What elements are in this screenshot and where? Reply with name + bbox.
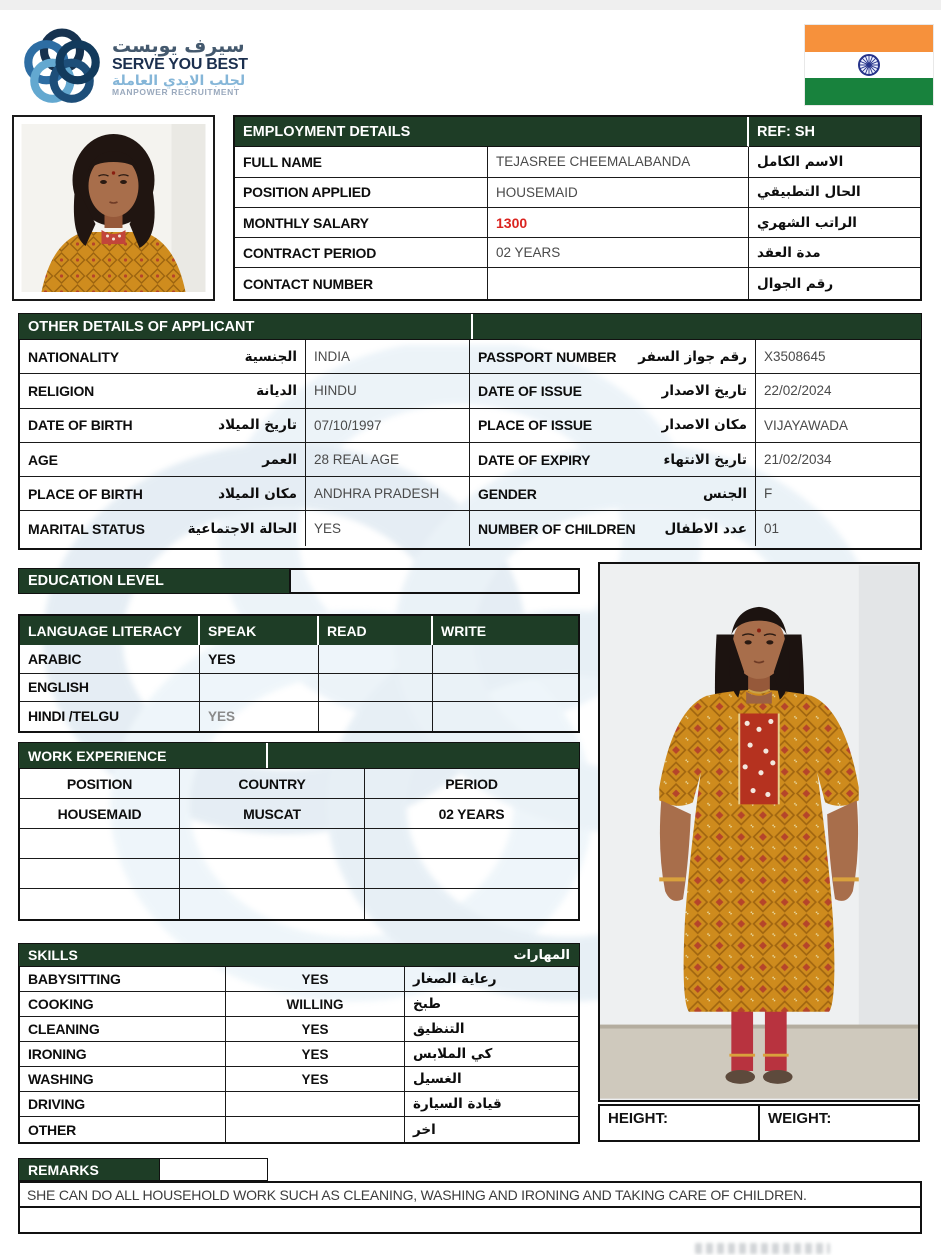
english-speak-value [200, 674, 319, 703]
work-period [365, 889, 578, 919]
skills-title: SKILLS [28, 947, 78, 963]
babysitting-value: YES [226, 967, 405, 992]
skill-label: BABYSITTING [20, 967, 226, 992]
work-position [20, 859, 180, 889]
detail-label-ar: عدد الاطفال [664, 520, 747, 537]
language-name: ARABIC [20, 645, 200, 674]
employment-row-label: CONTACT NUMBER [235, 268, 488, 298]
logo-title-arabic: سيرف يوبست [112, 34, 245, 57]
india-flag [805, 25, 933, 105]
work-experience-title: WORK EXPERIENCE [28, 747, 167, 764]
employment-row-label: POSITION APPLIED [235, 178, 488, 208]
detail-label-ar: الجنس [702, 485, 747, 502]
detail-label: NUMBER OF CHILDREN [478, 520, 636, 537]
top-gray-strip [0, 0, 941, 10]
religion-value: HINDU [306, 374, 470, 408]
detail-label-ar: مكان الميلاد [218, 485, 297, 502]
skill-label: OTHER [20, 1117, 226, 1142]
skill-label-ar: طبخ [405, 992, 578, 1017]
position-col-header: POSITION [20, 769, 180, 799]
employment-row-label: FULL NAME [235, 147, 488, 177]
other-details-header [18, 313, 922, 340]
education-level-header: EDUCATION LEVEL [18, 568, 290, 594]
applicant-portrait-photo [12, 115, 215, 301]
detail-label: PASSPORT NUMBER [478, 348, 617, 365]
flag-green-band [805, 78, 933, 105]
cooking-value: WILLING [226, 992, 405, 1017]
remarks-empty-row [18, 1208, 922, 1234]
detail-label: DATE OF EXPIRY [478, 451, 591, 468]
full-name-value: TEJASREE CHEEMALABANDA [488, 147, 749, 177]
employment-row-label: CONTRACT PERIOD [235, 238, 488, 268]
hindi-write-value [433, 702, 578, 731]
remarks-header: REMARKS [18, 1158, 160, 1181]
work-position [20, 889, 180, 919]
employment-row-label-ar: رقم الجوال [757, 275, 834, 292]
agency-logo [20, 26, 260, 108]
employment-details-table [233, 115, 922, 301]
arabic-speak-value: YES [200, 645, 319, 674]
flag-saffron-band [805, 25, 933, 52]
work-period [365, 859, 578, 889]
detail-label: AGE [28, 451, 58, 468]
contact-number-value [488, 268, 749, 298]
write-col-header: WRITE [433, 616, 578, 645]
english-read-value [319, 674, 433, 703]
employment-row-label-ar: الاسم الكامل [749, 147, 920, 177]
detail-label-ar: الحالة الاجتماعية [187, 520, 297, 537]
ironing-value: YES [226, 1042, 405, 1067]
other-details-title: OTHER DETAILS OF APPLICANT [28, 318, 255, 335]
cleaning-value: YES [226, 1017, 405, 1042]
detail-label: NATIONALITY [28, 348, 119, 365]
work-period: 02 YEARS [365, 799, 578, 829]
speak-col-header: SPEAK [200, 616, 319, 645]
detail-label: PLACE OF ISSUE [478, 417, 592, 434]
hindi-speak-value: YES [200, 702, 319, 731]
arabic-write-value [433, 645, 578, 674]
detail-label-ar: الجنسية [244, 348, 297, 365]
detail-label-ar: رقم جواز السفر [638, 348, 747, 365]
ref-badge: REF: SH [749, 117, 920, 147]
washing-value: YES [226, 1067, 405, 1092]
header-divider [266, 743, 268, 768]
driving-value [226, 1092, 405, 1117]
skill-label: CLEANING [20, 1017, 226, 1042]
arabic-read-value [319, 645, 433, 674]
education-level-value-box [290, 568, 580, 594]
monthly-salary-value: 1300 [488, 208, 749, 238]
detail-label-ar: تاريخ الاصدار [661, 382, 747, 399]
skills-title-arabic: المهارات [513, 947, 570, 963]
skills-header [18, 943, 580, 967]
skill-label: DRIVING [20, 1092, 226, 1117]
detail-label-ar: العمر [262, 451, 297, 468]
hindi-read-value [319, 702, 433, 731]
remarks-text: SHE CAN DO ALL HOUSEHOLD WORK SUCH AS CLEANING, WASHING AND IRONING AND TAKING CARE OF CHILDREN. [18, 1181, 922, 1208]
skill-label-ar: رعاية الصغار [405, 967, 578, 992]
place-of-issue-value: VIJAYAWADA [756, 409, 920, 443]
header-divider [471, 314, 473, 339]
logo-title-english: SERVE YOU BEST [112, 55, 248, 73]
work-experience-header [18, 742, 580, 769]
nationality-value: INDIA [306, 340, 470, 374]
date-of-expiry-value: 21/02/2034 [756, 443, 920, 477]
english-write-value [433, 674, 578, 703]
employment-row-label-ar: الحال التطبيقي [749, 178, 920, 208]
logo-subtitle-arabic: لجلب الايدي العاملة [112, 72, 246, 89]
employment-row-label-ar: مدة العقد [749, 238, 920, 268]
employment-details-header: EMPLOYMENT DETAILS [235, 117, 749, 147]
read-col-header: READ [319, 616, 433, 645]
detail-label: PLACE OF BIRTH [28, 485, 143, 502]
skill-label-ar: كي الملابس [405, 1042, 578, 1067]
language-col-header: LANGUAGE LITERACY [20, 616, 200, 645]
detail-label-ar: تاريخ الانتهاء [663, 451, 747, 468]
work-position [20, 829, 180, 859]
skill-label-ar: الغسيل [405, 1067, 578, 1092]
date-of-issue-value: 22/02/2024 [756, 374, 920, 408]
detail-label-ar: تاريخ الميلاد [218, 417, 297, 434]
work-period [365, 829, 578, 859]
footer-faint-text [695, 1243, 830, 1254]
detail-label: GENDER [478, 485, 537, 502]
age-value: 28 REAL AGE [306, 443, 470, 477]
weight-label: WEIGHT: [768, 1110, 832, 1127]
skill-label-ar: التنظيق [405, 1017, 578, 1042]
detail-label: DATE OF BIRTH [28, 417, 133, 434]
skill-label: IRONING [20, 1042, 226, 1067]
passport-number-value: X3508645 [756, 340, 920, 374]
work-country [180, 889, 365, 919]
detail-label: MARITAL STATUS [28, 520, 145, 537]
language-name: HINDI /TELGU [20, 702, 200, 731]
height-label: HEIGHT: [608, 1110, 668, 1127]
work-country: MUSCAT [180, 799, 365, 829]
date-of-birth-value: 07/10/1997 [306, 409, 470, 443]
other-skill-value [226, 1117, 405, 1142]
country-col-header: COUNTRY [180, 769, 365, 799]
work-position: HOUSEMAID [20, 799, 180, 829]
skill-label: COOKING [20, 992, 226, 1017]
contract-period-value: 02 YEARS [488, 238, 749, 268]
flag-white-band [805, 52, 933, 79]
number-of-children-value: 01 [764, 521, 780, 537]
work-country [180, 859, 365, 889]
skill-label-ar: اخر [413, 1121, 436, 1138]
ashoka-chakra-icon [857, 53, 881, 77]
applicant-fullbody-photo [598, 562, 920, 1102]
other-details-table [18, 340, 922, 550]
marital-status-value: YES [306, 511, 470, 545]
detail-label: DATE OF ISSUE [478, 382, 582, 399]
detail-label-ar: مكان الاصدار [661, 417, 747, 434]
remarks-header-empty-cell [160, 1158, 268, 1181]
work-country [180, 829, 365, 859]
period-col-header: PERIOD [365, 769, 578, 799]
position-applied-value: HOUSEMAID [488, 178, 749, 208]
detail-label-ar: الديانة [256, 382, 297, 399]
language-name: ENGLISH [20, 674, 200, 703]
detail-label: RELIGION [28, 382, 95, 399]
work-experience-table [18, 769, 580, 921]
language-literacy-table [18, 614, 580, 733]
weight-box [760, 1106, 918, 1140]
skill-label-ar: قيادة السيارة [405, 1092, 578, 1117]
measurements-row [598, 1104, 920, 1142]
logo-subtitle-english: MANPOWER RECRUITMENT [112, 87, 240, 98]
employment-row-label-ar: الراتب الشهري [749, 208, 920, 238]
skill-label: WASHING [20, 1067, 226, 1092]
height-box [600, 1106, 760, 1140]
place-of-birth-value: ANDHRA PRADESH [306, 477, 470, 511]
skills-table [18, 967, 580, 1144]
gender-value: F [756, 477, 920, 511]
employment-row-label: MONTHLY SALARY [235, 208, 488, 238]
knot-logo-icon [20, 26, 104, 108]
